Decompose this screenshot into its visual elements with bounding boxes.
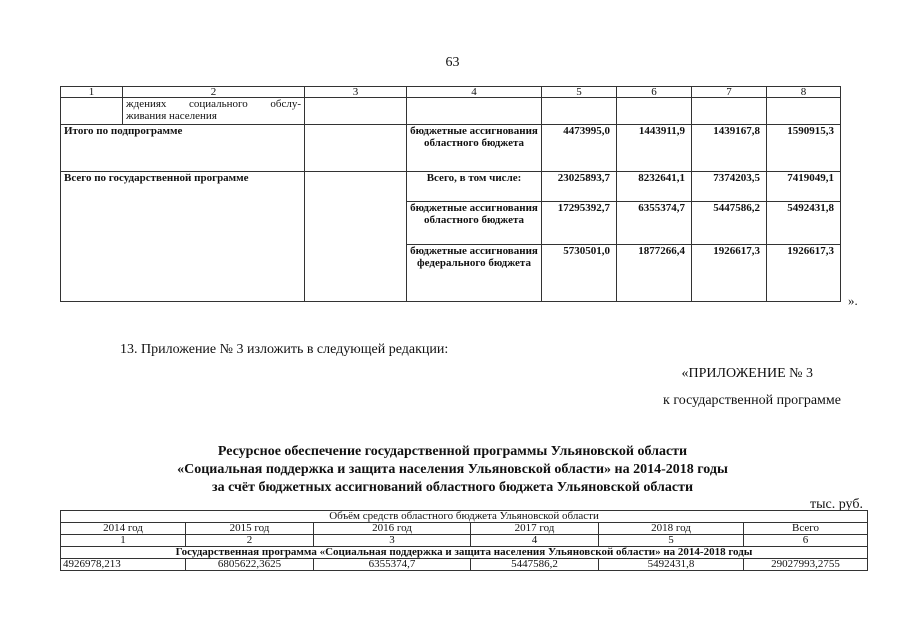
- table-cell: [617, 98, 692, 125]
- values-row: [61, 559, 868, 571]
- table-caption: Объём средств областного бюджета Ульяновской области: [61, 511, 868, 523]
- table-cell: [542, 98, 617, 125]
- heading-line: «Социальная поддержка и защита населения Ульяновской области» на 2014-2018 годы: [177, 462, 728, 477]
- value-cell: 1877266,4: [617, 245, 692, 302]
- value-cell: 1443911,9: [617, 125, 692, 172]
- value-cell: 17295392,7: [542, 202, 617, 245]
- value-cell: 7374203,5: [692, 172, 767, 202]
- value-cell: 6355374,7: [617, 202, 692, 245]
- heading-line: Ресурсное обеспечение государственной программы Ульяновской области: [217, 444, 688, 459]
- table-row: [61, 172, 841, 202]
- column-number: 6: [744, 535, 868, 547]
- funding-source: Всего, в том числе:: [407, 172, 542, 202]
- appendix-title: «ПРИЛОЖЕНИЕ № 3: [681, 366, 813, 381]
- table-cell: ждениях социального обслу-живания населения: [123, 98, 305, 125]
- header-cell: 5: [542, 87, 617, 98]
- value-cell: 6355374,7: [314, 559, 471, 571]
- table-cell: [305, 172, 407, 302]
- column-number: 4: [471, 535, 599, 547]
- heading-line: за счёт бюджетных ассигнований областного бюджета Ульяновской области: [211, 480, 694, 495]
- amendment-item: 13. Приложение № 3 изложить в следующей редакции:: [120, 342, 449, 357]
- funding-source: бюджетные ассигнования областного бюджета: [407, 125, 542, 172]
- column-number: 3: [314, 535, 471, 547]
- row-label: Всего по государственной программе: [61, 172, 305, 302]
- value-cell: 1926617,3: [692, 245, 767, 302]
- table-row: [61, 125, 841, 172]
- table-caption-row: [61, 511, 868, 523]
- program-title: Государственная программа «Социальная поддержка и защита населения Ульяновской области» на 2014-2018 годы: [61, 547, 868, 559]
- units-label: тыс. руб.: [810, 497, 863, 512]
- header-cell: 8: [767, 87, 841, 98]
- year-cell: 2018 год: [599, 523, 744, 535]
- table-cell: [305, 125, 407, 172]
- closing-quote: ».: [848, 293, 858, 308]
- header-cell: 6: [617, 87, 692, 98]
- page-number: 63: [445, 55, 460, 70]
- year-cell: Всего: [744, 523, 868, 535]
- value-cell: 1926617,3: [767, 245, 841, 302]
- row-label: Итого по подпрограмме: [61, 125, 305, 172]
- value-cell: 4473995,0: [542, 125, 617, 172]
- table-cell: [767, 98, 841, 125]
- budget-table: [60, 510, 868, 571]
- value-cell: 1439167,8: [692, 125, 767, 172]
- header-cell: 3: [305, 87, 407, 98]
- funding-source: бюджетные ассигнования федерального бюджета: [407, 245, 542, 302]
- column-number: 5: [599, 535, 744, 547]
- table-cell: [305, 98, 407, 125]
- value-cell: 29027993,2755: [744, 559, 868, 571]
- year-cell: 2015 год: [186, 523, 314, 535]
- value-cell: 5730501,0: [542, 245, 617, 302]
- column-number: 2: [186, 535, 314, 547]
- program-title-row: [61, 547, 868, 559]
- value-cell: 5492431,8: [599, 559, 744, 571]
- value-cell: 1590915,3: [767, 125, 841, 172]
- appendix-subtitle: к государственной программе: [663, 393, 841, 408]
- value-cell: 5492431,8: [767, 202, 841, 245]
- value-cell: 7419049,1: [767, 172, 841, 202]
- value-cell: 4926978,213: [61, 559, 186, 571]
- column-numbers-row: [61, 535, 868, 547]
- document-heading: [0, 443, 905, 497]
- value-cell: 23025893,7: [542, 172, 617, 202]
- table-cell: [692, 98, 767, 125]
- value-cell: 8232641,1: [617, 172, 692, 202]
- resource-table-continued: [60, 86, 841, 302]
- year-cell: 2017 год: [471, 523, 599, 535]
- header-cell: 2: [123, 87, 305, 98]
- table-row: [61, 98, 841, 125]
- value-cell: 5447586,2: [471, 559, 599, 571]
- years-row: [61, 523, 868, 535]
- column-number: 1: [61, 535, 186, 547]
- header-cell: 7: [692, 87, 767, 98]
- year-cell: 2016 год: [314, 523, 471, 535]
- table-cell: [61, 98, 123, 125]
- header-cell: 4: [407, 87, 542, 98]
- funding-source: бюджетные ассигнования областного бюджета: [407, 202, 542, 245]
- table-cell: [407, 98, 542, 125]
- header-cell: 1: [61, 87, 123, 98]
- year-cell: 2014 год: [61, 523, 186, 535]
- value-cell: 6805622,3625: [186, 559, 314, 571]
- table-header-row: [61, 87, 841, 98]
- value-cell: 5447586,2: [692, 202, 767, 245]
